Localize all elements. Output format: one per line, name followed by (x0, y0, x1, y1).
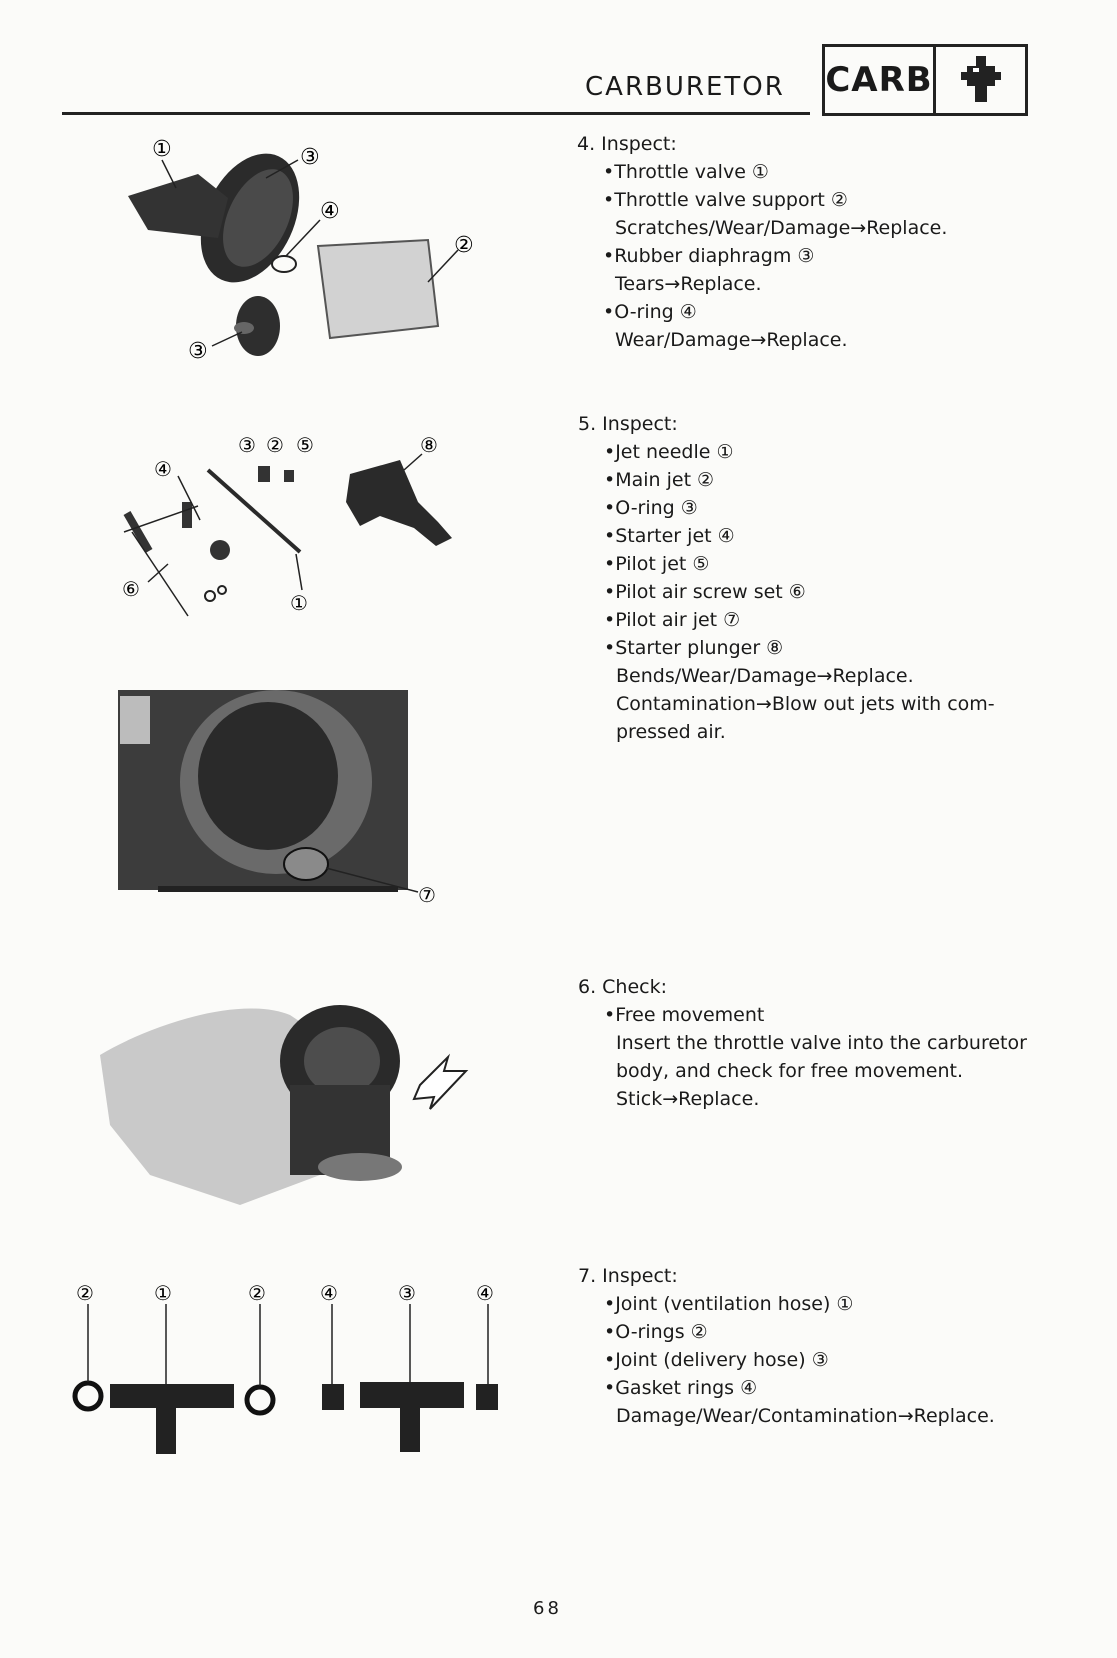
list-item: •Joint (delivery hose) ③ (604, 1349, 829, 1371)
section-check-6 (578, 973, 1027, 1113)
section-inspect-4 (577, 130, 947, 354)
callout: ④ (320, 199, 340, 224)
callout: ⑧ (420, 433, 438, 457)
callout: ③ (398, 1281, 416, 1305)
callout: ⑤ (296, 433, 314, 457)
list-item: •Throttle valve ① (603, 161, 769, 183)
section-badge (822, 44, 1028, 116)
section-heading: 4. Inspect: (577, 133, 677, 155)
list-item: •Jet needle ① (604, 441, 734, 463)
list-item: Tears→Replace. (615, 273, 762, 295)
list-item: •Throttle valve support ② (603, 189, 848, 211)
list-item: •Main jet ② (604, 469, 715, 491)
list-item: Stick→Replace. (616, 1088, 760, 1110)
list-item: body, and check for free movement. (616, 1060, 963, 1082)
list-item: Damage/Wear/Contamination→Replace. (616, 1405, 995, 1427)
list-item: Contamination→Blow out jets with com- (616, 693, 995, 715)
list-item: •O-ring ③ (604, 497, 698, 519)
list-item: pressed air. (616, 721, 726, 743)
callout: ③ (238, 433, 256, 457)
list-item: •Starter plunger ⑧ (604, 637, 784, 659)
callout: ④ (476, 1281, 494, 1305)
section-inspect-5 (578, 410, 995, 746)
list-item: •Pilot air jet ⑦ (604, 609, 741, 631)
page-title: CARBURETOR (585, 72, 785, 102)
section-heading: 6. Check: (578, 976, 668, 998)
callout: ① (290, 591, 308, 615)
figure-throttle-valve (118, 126, 498, 386)
list-item: •O-ring ④ (603, 301, 697, 323)
badge-label: CARB (825, 47, 936, 113)
list-item: •Rubber diaphragm ③ (603, 245, 815, 267)
callout: ② (266, 433, 284, 457)
figure-jets (118, 430, 488, 650)
list-item: •Pilot air screw set ⑥ (604, 581, 806, 603)
list-item: •O-rings ② (604, 1321, 708, 1343)
list-item: •Starter jet ④ (604, 525, 735, 547)
callout: ② (248, 1281, 266, 1305)
callout: ② (454, 233, 474, 258)
list-item: Scratches/Wear/Damage→Replace. (615, 217, 948, 239)
callout: ⑦ (418, 883, 436, 907)
callout: ⑥ (122, 577, 140, 601)
list-item: •Joint (ventilation hose) ① (604, 1293, 854, 1315)
list-item: •Pilot jet ⑤ (604, 553, 710, 575)
callout: ① (152, 137, 172, 162)
section-inspect-7 (578, 1262, 995, 1430)
figure-carburetor-body (118, 690, 458, 908)
figure-joints-orings (60, 1280, 530, 1460)
list-item: Wear/Damage→Replace. (615, 329, 848, 351)
callout: ② (76, 1281, 94, 1305)
figure-free-movement-check (90, 975, 470, 1225)
section-heading: 5. Inspect: (578, 413, 678, 435)
list-item: Bends/Wear/Damage→Replace. (616, 665, 914, 687)
carburetor-icon (936, 47, 1025, 113)
callout: ④ (154, 457, 172, 481)
page-number: 68 (533, 1598, 562, 1619)
header-rule (62, 112, 810, 115)
callout: ④ (320, 1281, 338, 1305)
callout: ③ (300, 145, 320, 170)
list-item: Insert the throttle valve into the carburetor (616, 1032, 1027, 1054)
callout: ③ (188, 339, 208, 364)
list-item: •Free movement (604, 1004, 765, 1026)
list-item: •Gasket rings ④ (604, 1377, 758, 1399)
section-heading: 7. Inspect: (578, 1265, 678, 1287)
callout: ① (154, 1281, 172, 1305)
